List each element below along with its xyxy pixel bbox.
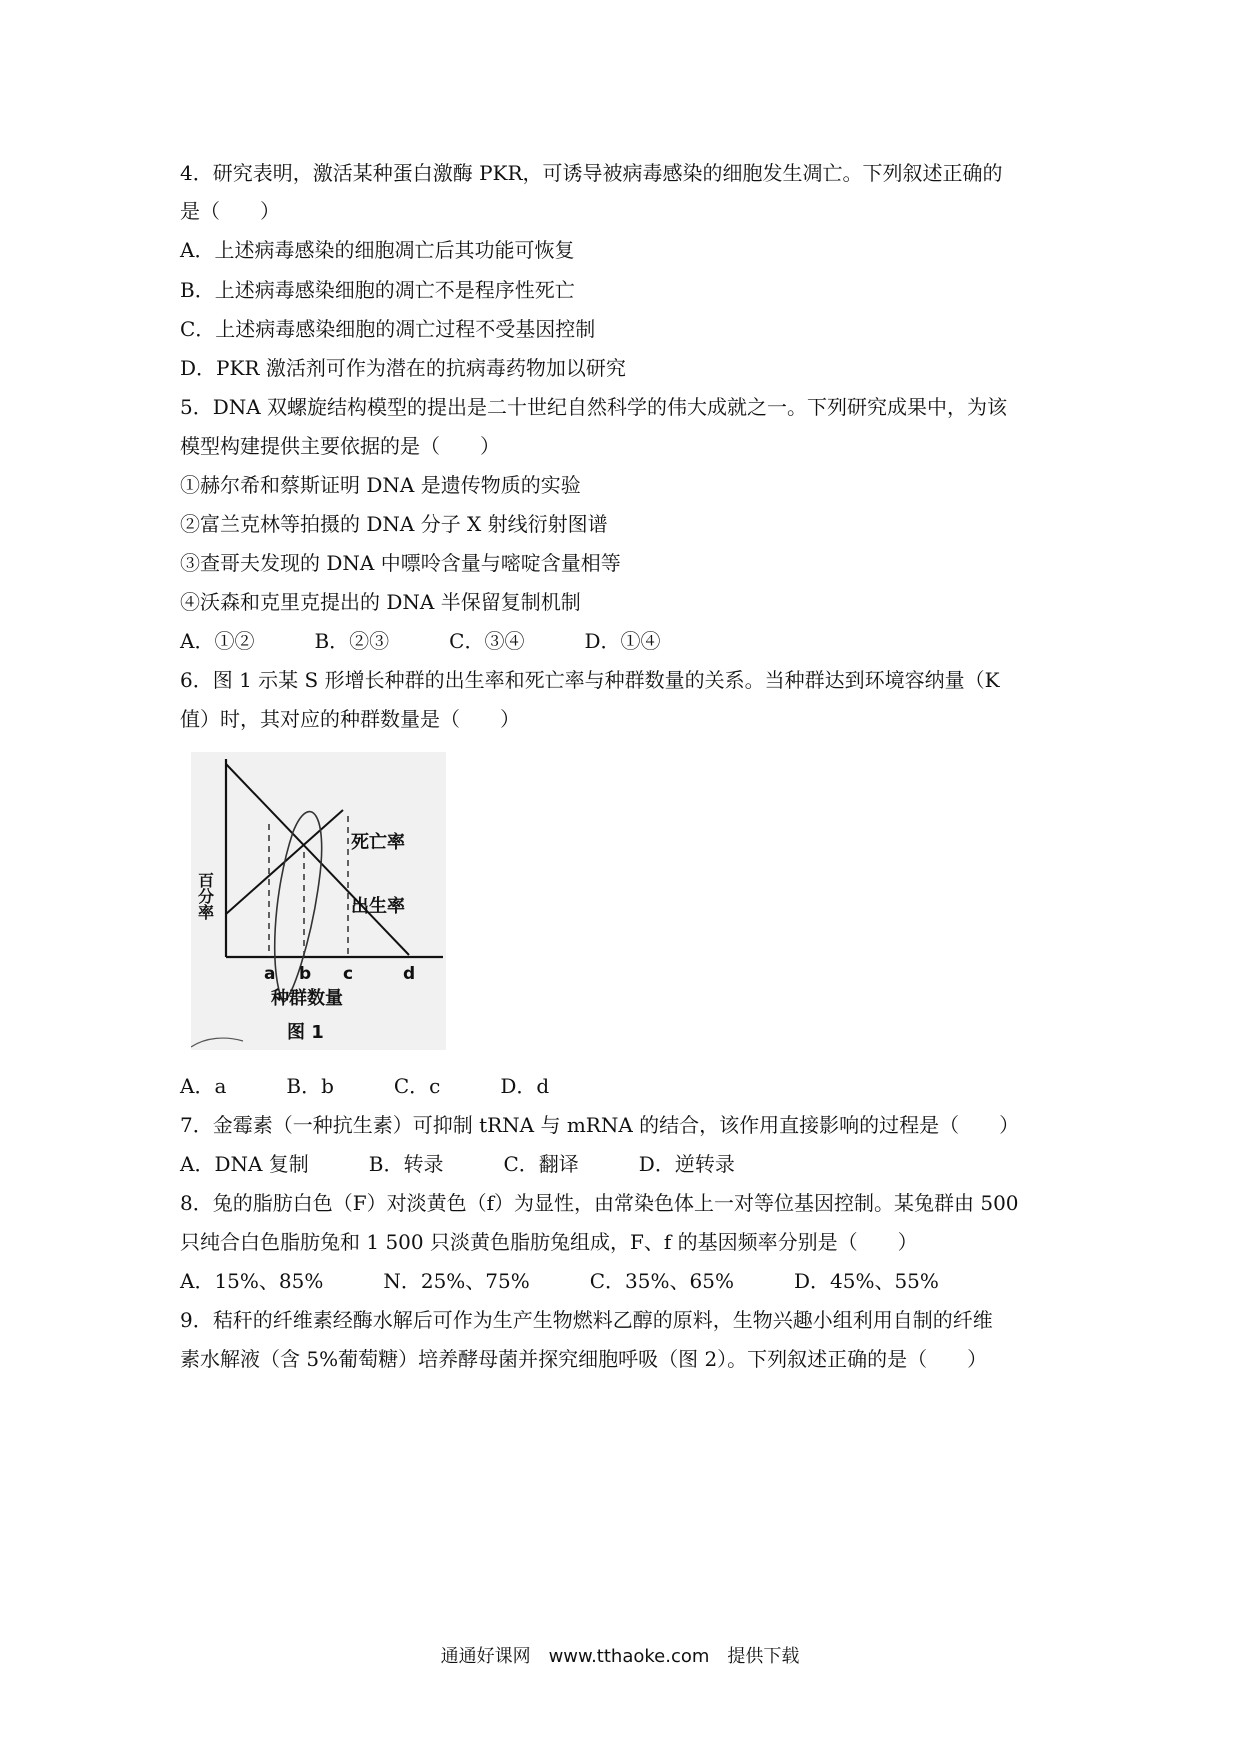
q5-item-2: ②富兰克林等拍摄的 DNA 分子 X 射线衍射图谱 [180, 512, 608, 536]
q8-stem-line2: 只纯合白色脂肪兔和 1 500 只淡黄色脂肪兔组成，F、f 的基因频率分别是（ ） [180, 1230, 918, 1254]
q9-stem-line2: 素水解液（含 5%葡萄糖）培养酵母菌并探究细胞呼吸（图 2）。下列叙述正确的是（ ） [180, 1347, 988, 1371]
x-axis-label: 种群数量 [271, 988, 343, 1009]
q8-options: A．15%、85% N．25%、75% C．35%、65% D．45%、55% [180, 1269, 939, 1293]
q8-stem-line1: 8．兔的脂肪白色（F）对淡黄色（f）为显性，由常染色体上一对等位基因控制。某兔群由 500 [180, 1191, 1019, 1215]
death-rate-label: 死亡率 [351, 832, 405, 853]
figure-1 [191, 752, 446, 1050]
y-axis-label: 百分率 [195, 872, 215, 920]
q7-stem: 7．金霉素（一种抗生素）可抑制 tRNA 与 mRNA 的结合，该作用直接影响的过程是（ ） [180, 1113, 1020, 1137]
figure-caption: 图 1 [287, 1022, 324, 1043]
q6-options: A．a B．b C．c D．d [180, 1074, 550, 1098]
scan-artifact-stroke [191, 1038, 243, 1047]
tick-c: c [343, 964, 354, 984]
footer-source: 通通好课网 www.tthaoke.com 提供下载 [440, 1646, 800, 1667]
q4-option-a: A．上述病毒感染的细胞凋亡后其功能可恢复 [180, 238, 575, 262]
birth-rate-label: 出生率 [351, 896, 405, 917]
tick-a: a [264, 964, 276, 984]
q7-options: A．DNA 复制 B．转录 C．翻译 D．逆转录 [180, 1152, 735, 1176]
birth-rate-line [226, 764, 409, 955]
q4-stem-line1: 4．研究表明，激活某种蛋白激酶 PKR，可诱导被病毒感染的细胞发生凋亡。下列叙述正确的 [180, 161, 1003, 185]
q4-option-b: B．上述病毒感染细胞的凋亡不是程序性死亡 [180, 278, 575, 302]
tick-d: d [403, 964, 416, 984]
q4-stem-line2: 是（ ） [180, 199, 280, 223]
q5-item-1: ①赫尔希和蔡斯证明 DNA 是遗传物质的实验 [180, 473, 581, 497]
q5-stem-line1: 5．DNA 双螺旋结构模型的提出是二十世纪自然科学的伟大成就之一。下列研究成果中，为该 [180, 395, 1008, 419]
q6-stem-line2: 值）时，其对应的种群数量是（ ） [180, 707, 520, 731]
q5-stem-line2: 模型构建提供主要依据的是（ ） [180, 434, 500, 458]
tick-b: b [299, 964, 312, 984]
q4-option-d: D．PKR 激活剂可作为潜在的抗病毒药物加以研究 [180, 356, 626, 380]
q5-item-4: ④沃森和克里克提出的 DNA 半保留复制机制 [180, 590, 581, 614]
q6-stem-line1: 6．图 1 示某 S 形增长种群的出生率和死亡率与种群数量的关系。当种群达到环境容纳量（K [180, 668, 1000, 692]
q5-item-3: ③查哥夫发现的 DNA 中嘌呤含量与嘧啶含量相等 [180, 551, 621, 575]
q4-option-c: C．上述病毒感染细胞的凋亡过程不受基因控制 [180, 317, 596, 341]
q5-options: A．①② B．②③ C．③④ D．①④ [180, 629, 661, 653]
figure-1-graph [191, 752, 446, 1050]
q9-stem-line1: 9．秸秆的纤维素经酶水解后可作为生产生物燃料乙醇的原料，生物兴趣小组利用自制的纤维 [180, 1308, 993, 1332]
